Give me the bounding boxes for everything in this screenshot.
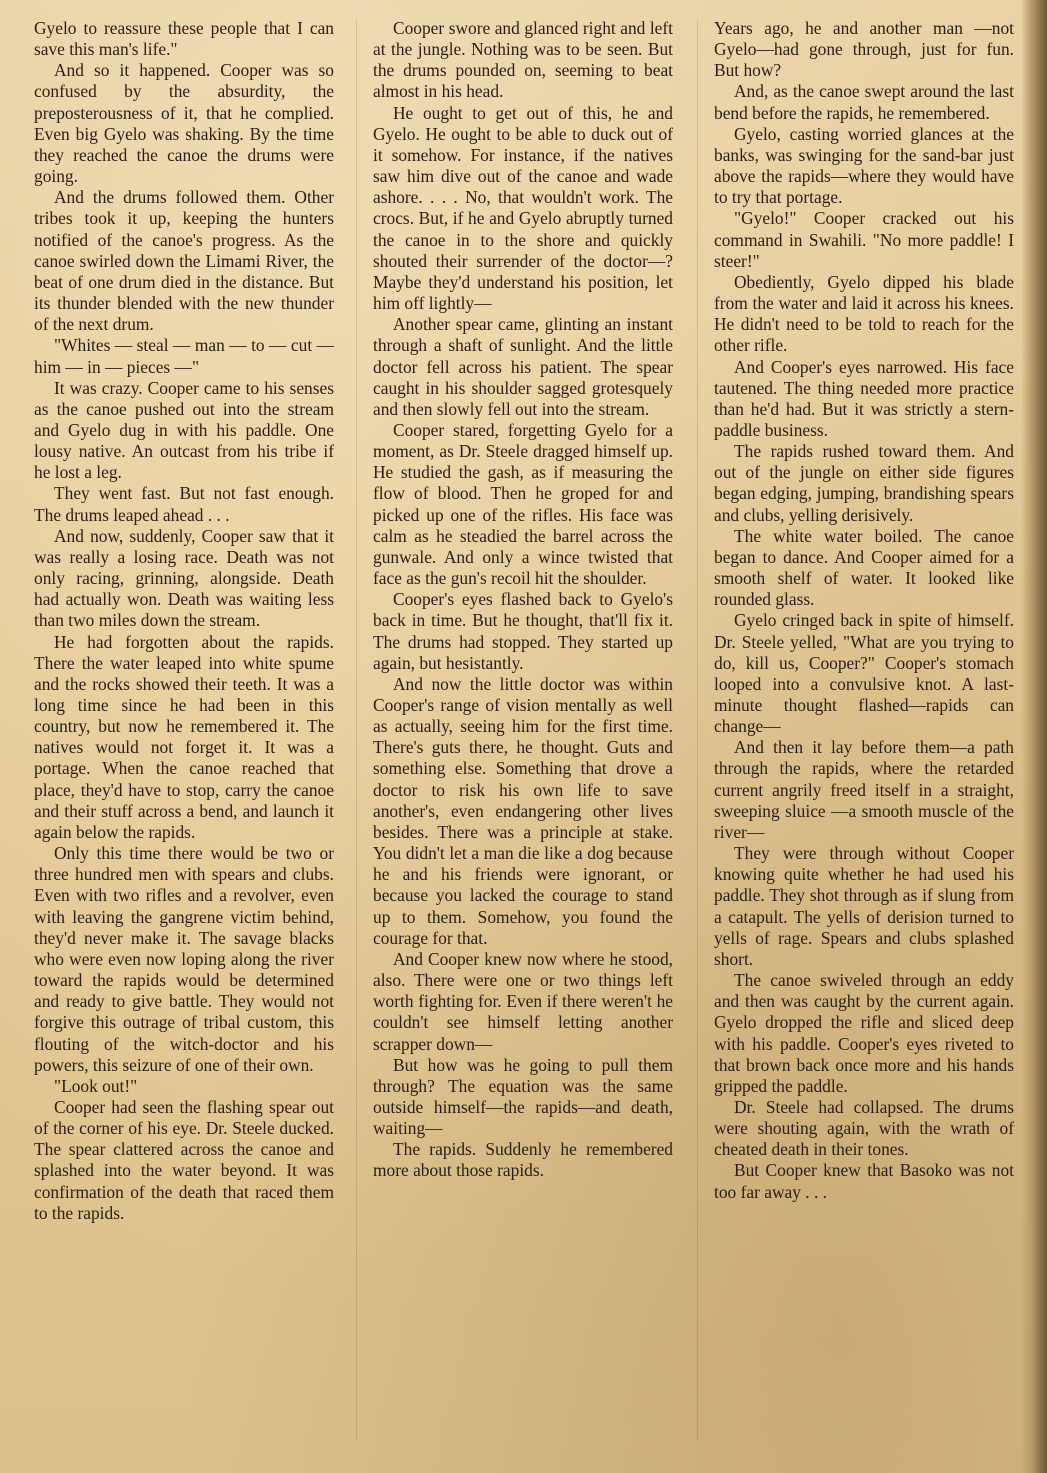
paragraph: Gyelo, casting worried glances at the banks, was swinging for the sand-bar just above the rapids—where they would have to try that portage. [714,123,1014,208]
paragraph: The rapids rushed toward them. And out of the jungle on either side figures began edging, jumping, brandishing spears and clubs, yelling derisively. [714,441,1014,525]
paragraph: Gyelo cringed back in spite of himself. Dr. Steele yelled, "What are you trying to do, kill us, Cooper?" Cooper's stomach looped into a convulsive knot. A last-minute thought flashed—rapids can change— [714,610,1014,737]
paragraph: The canoe swiveled through an eddy and then was caught by the current again. Gyelo dropped the rifle and sliced deep with his paddle. Cooper's eyes riveted to that brown back once more and his hands gripped the paddle. [714,970,1014,1096]
paragraph: Years ago, he and another man —not Gyelo—had gone through, just for fun. But how? [714,18,1014,81]
paragraph: The white water boiled. The canoe began to dance. And Cooper aimed for a smooth shelf of water. It looked like rounded glass. [714,525,1014,610]
paragraph: And, as the canoe swept around the last bend before the rapids, he remembered. [714,81,1014,123]
paragraph: And then it lay before them—a path through the rapids, where the retarded current angrily freed itself in a straight, sweeping sluice —a smooth muscle of the river— [714,737,1014,842]
paragraph: "Whites — steal — man — to — cut — him — in — pieces —" [34,335,334,377]
paragraph: Another spear came, glinting an instant through a shaft of sunlight. And the little doctor fell across his patient. The spear caught in his shoulder sagged grotesquely and then slowly fell out into the stream. [373,314,673,419]
page-edge-shadow [1021,0,1047,1473]
paragraph: He had forgotten about the rapids. There the water leaped into white spume and the rocks showed their teeth. It was a long time since he had been in this country, but now he remembered it. The natives would not forget it. It was a portage. When the canoe reached that place, they'd have to stop, carry the canoe and their stuff across a bend, and launch it again below the rapids. [34,631,334,842]
paragraph: But Cooper knew that Basoko was not too far away . . . [714,1160,1014,1202]
text-column-1 [34,18,334,1224]
paragraph: "Look out!" [54,1075,138,1096]
column-gutter [697,20,698,1440]
paragraph: Gyelo to reassure these people that I can save this man's life." [34,18,334,60]
paragraph: "Gyelo!" Cooper cracked out his command in Swahili. "No more paddle! I steer!" [714,208,1014,271]
paragraph: And now, suddenly, Cooper saw that it was really a losing race. Death was not only racing, grinning, alongside. Death had actually won. Death was waiting less than two miles down the stream. [34,525,334,631]
paragraph: Dr. Steele had collapsed. The drums were shouting again, with the wrath of cheated death in their tones. [714,1096,1014,1160]
paragraph: Cooper stared, forgetting Gyelo for a moment, as Dr. Steele dragged himself up. He studied the gash, as if measuring the flow of blood. Then he groped for and picked up one of the rifles. His face was calm as he steadied the barrel across the gunwale. And only a wince twisted that face as the gun's recoil hit the shoulder. [373,419,673,589]
paragraph: The rapids. Suddenly he remembered more about those rapids. [373,1139,673,1181]
column-gutter [356,20,357,1440]
paragraph: And Cooper's eyes narrowed. His face tautened. The thing needed more practice than he'd had. But it was strictly a stern-paddle business. [714,356,1014,440]
paragraph: And so it happened. Cooper was so confused by the absurdity, the preposterousness of it, that he complied. Even big Gyelo was shaking. By the time they reached the canoe the drums were going. [34,60,334,187]
paragraph: Cooper swore and glanced right and left at the jungle. Nothing was to be seen. But the drums pounded on, seeming to beat almost in his head. [373,18,673,102]
paragraph: It was crazy. Cooper came to his senses as the canoe pushed out into the stream and Gyelo dug in with his paddle. One lousy native. An outcast from his tribe if he lost a leg. [34,377,334,483]
paragraph: And Cooper knew now where he stood, also. There were one or two things left worth fighting for. Even if there weren't he couldn't see himself letting another scrapper down— [373,948,673,1054]
paragraph: Cooper had seen the flashing spear out of the corner of his eye. Dr. Steele ducked. The spear clattered across the canoe and splashed into the water beyond. It was confirmation of the death that raced them to the rapids. [34,1096,334,1223]
paragraph: But how was he going to pull them through? The equation was the same outside himself—the rapids—and death, waiting— [373,1054,673,1139]
paragraph: They were through without Cooper knowing quite whether he had used his paddle. They shot through as if slung from a catapult. The yells of derision turned to yells of rage. Spears and clubs splashed short. [714,843,1014,969]
paragraph: Obediently, Gyelo dipped his blade from the water and laid it across his knees. He didn't need to be told to reach for the other rifle. [714,271,1014,356]
paragraph: They went fast. But not fast enough. The drums leaped ahead . . . [34,483,334,525]
paragraph: Cooper's eyes flashed back to Gyelo's back in time. But he thought, that'll fix it. The drums had stopped. They started up again, but hesistantly. [373,589,673,673]
text-column-3 [714,18,1014,1203]
paragraph: Only this time there would be two or three hundred men with spears and clubs. Even with two rifles and a revolver, even with leaving the gangrene victim behind, they'd never make it. The savage blacks who were even now loping along the river toward the rapids would be determined and ready to give battle. They would not forgive this outrage of tribal custom, this flouting of the witch-doctor and his powers, this seizure of one of their own. [34,843,334,1075]
paragraph: And the drums followed them. Other tribes took it up, keeping the hunters notified of the canoe's progress. As the canoe swirled down the Limami River, the beat of one drum died in the distance. But its thunder blended with the new thunder of the next drum. [34,187,334,335]
paragraph: He ought to get out of this, he and Gyelo. He ought to be able to duck out of it somehow. For instance, if the natives saw him dive out of the canoe and wade ashore. . . . No, that wouldn't work. The crocs. But, if he and Gyelo abruptly turned the canoe in to the shore and quickly shouted their surrender of the doctor—? Maybe they'd understand his position, let him off lightly— [373,102,673,314]
text-column-2 [373,18,673,1182]
paragraph: And now the little doctor was within Cooper's range of vision mentally as well as actually, seeing him for the first time. There's guts there, he thought. Guts and something else. Something that drove a doctor to risk his own life to save another's, even endangering other lives besides. There was a principle at stake. You didn't let a man die like a dog because he and his friends were ignorant, or because you lacked the courage to stand up to them. Somehow, you found the courage for that. [373,673,673,948]
